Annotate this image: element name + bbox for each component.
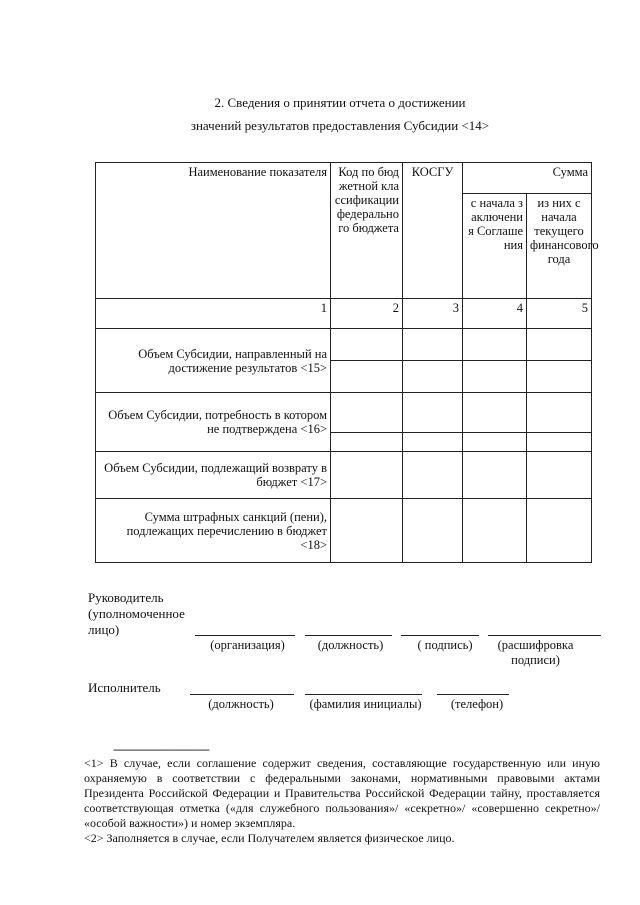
cell [331,361,403,393]
header-current-year: из них с начала текущего финансового года [527,194,592,299]
cell [463,361,527,393]
cell [403,499,463,563]
caption-executor-phone: (телефон) [450,697,504,711]
row-label: Сумма штрафных санкций (пени), подлежащих перечислению в бюджет <18> [96,499,331,563]
cell [527,393,592,433]
cell [403,329,463,361]
cell [527,433,592,452]
caption-signature-transcript: (расшифровка подписи) [497,638,574,667]
table-row [96,329,592,361]
header-indicator: Наименование показателя [96,163,331,299]
caption-signature: ( подпись) [417,638,473,652]
header-budget-code: Код по бюджетной классификации федерального бюджета [331,163,403,299]
cell [331,329,403,361]
cell [463,452,527,499]
footnote-1: <1> В случае, если соглашение содержит сведения, составляющие государственную или иную охраняемую в соответствии с федеральными законами, нормативными правовыми актами Президента Российской Федерации и Правительства Российской Федерации тайну, проставляется соответствующая отметка («для служебного пользования»/ «секретно»/ «совершенно секретно»/ «особой важности») и номер экземпляра. [84,756,600,830]
report-table [95,162,599,563]
caption-position: (должность) [317,638,384,652]
section-title: 2. Сведения о принятии отчета о достижении [214,95,466,110]
head-label: Руководитель (уполномоченное лицо) [88,590,185,637]
signature-line [401,635,479,636]
col-number-1: 1 [96,299,331,329]
caption-organization: (организация) [210,638,285,652]
col-number-3: 3 [403,299,463,329]
cell [527,361,592,393]
signature-line [190,694,294,695]
cell [527,499,592,563]
caption-executor-position: (должность) [208,697,274,711]
cell [403,361,463,393]
cell [331,452,403,499]
executor-label: Исполнитель [88,680,161,695]
table-row [96,499,592,563]
cell [463,393,527,433]
cell [331,499,403,563]
table-row [96,452,592,499]
signature-line [488,635,601,636]
signature-line [305,694,422,695]
cell [463,329,527,361]
header-from-agreement: с начала заключения Соглашения [463,194,527,299]
row-label: Объем Субсидии, потребность в котором не подтверждена <16> [96,393,331,452]
header-kosgu: КОСГУ [403,163,463,299]
row-label: Объем Субсидии, направленный на достижение результатов <15> [96,329,331,393]
cell [463,499,527,563]
header-sum: Сумма [463,163,592,194]
cell [463,433,527,452]
footnote-separator: -------------------------------- [113,742,209,756]
cell [403,452,463,499]
signature-line [195,635,295,636]
col-number-2: 2 [331,299,403,329]
col-number-5: 5 [527,299,592,329]
footnote-2: <2> Заполняется в случае, если Получателем является физическое лицо. [84,831,455,845]
cell [403,393,463,433]
caption-executor-name: (фамилия инициалы) [309,697,422,711]
signature-line [437,694,509,695]
signature-line [305,635,392,636]
cell [331,393,403,433]
table-row [96,393,592,433]
cell [527,452,592,499]
cell [403,433,463,452]
cell [331,433,403,452]
col-number-4: 4 [463,299,527,329]
row-label: Объем Субсидии, подлежащий возврату в бюджет <17> [96,452,331,499]
section-subtitle: значений результатов предоставления Субсидии <14> [190,118,490,133]
cell [527,329,592,361]
